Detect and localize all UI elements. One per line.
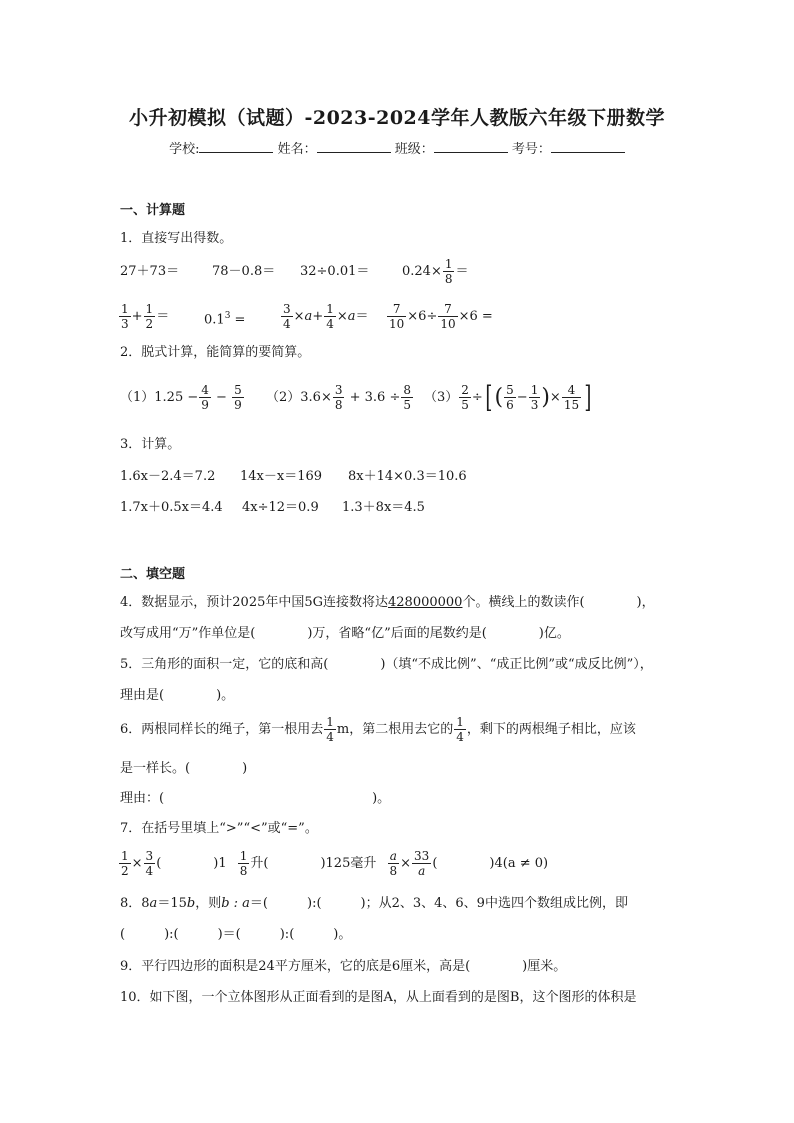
math-text: 1 [326,715,334,729]
math-text: b : a [221,896,250,911]
math-text: （1）1.25 − [120,390,199,405]
math-text: （2）3.6× [266,390,332,405]
math-text: 15 [563,398,580,412]
q7-stem: 7．在括号里填上“>”“<”或“=”。 [120,821,318,836]
fraction [388,849,400,878]
class-label: 班级： [394,142,434,157]
math-text: 6．两根同样长的绳子，第一根用去 [120,722,324,737]
math-text: 10 [389,317,405,331]
fraction [387,302,406,331]
math-text: 9 [201,398,209,412]
page-title: 小升初模拟（试题）-2023-2024学年人教版六年级下册数学 [128,107,666,129]
math-text: 33 [414,849,430,863]
math-text: 7 [392,302,401,316]
q4-line-2: 改写成用“万”作单位是( )万，省略“亿”后面的尾数约是( )亿。 [120,626,570,641]
q7-items: $\frac{1}{2}$ × $\frac{3}{4}$ ( )1 $\frac{1}{8}$ 升( )125毫升 $\frac{a}{8}$ × $\frac{33}{a}$ ( )4(a ≠ 0) [121,849,549,878]
q3-item-a: 1.6x－2.4＝7.2 [120,469,216,484]
q10-line: 10．如下图，一个立体图形从正面看到的是图A，从上面看到的是图B，这个图形的体积是 [120,990,637,1005]
name-label: 姓名： [277,142,317,157]
math-text: 8 [334,398,343,412]
math-text: 3 [224,311,231,321]
fraction [144,849,156,878]
q2-part-2 [266,382,414,414]
math-text: 6 [506,398,514,412]
fraction [443,257,455,286]
q1-item-h [386,301,493,333]
section-heading-fill-blank: 二、填空题 [120,567,186,582]
math-text: 4 [283,317,291,331]
math-text: m [336,722,350,737]
math-text: 1 [530,383,539,397]
q1-item-g: $\frac{3}{4}$ ×a+ $\frac{1}{4}$ ×a＝ [283,302,369,331]
math-text: 个。横线上的数读作( )， [462,595,655,610]
math-text: ( )1 [156,856,227,871]
fraction [459,383,471,412]
fraction [238,849,250,878]
fraction [504,383,516,412]
math-text: 1 [239,849,248,863]
class-blank[interactable] [434,139,508,153]
math-text: + [131,309,143,324]
math-text: 3 [145,849,154,863]
math-text: + 3.6 ÷ [345,390,401,405]
fraction [119,302,131,331]
math-text: 2 [121,864,129,878]
math-text: 8 [444,272,453,286]
math-text: ×6÷ [407,309,438,324]
q1-item-c: 32÷0.01＝ [300,264,370,279]
q3-item-f: 1.3＋8x＝4.5 [342,500,425,515]
q6-line-3: 理由：( )。 [120,791,391,806]
q1-d-prefix: 0.24× [402,264,442,279]
math-text: （3） [424,390,459,405]
math-text: 4．数据显示，预计2025年中国5G连接数将达 [120,595,389,610]
fraction [333,383,345,412]
math-text: ，剩下的两根绳子相比，应该 [466,722,636,737]
fraction [232,383,244,412]
school-blank[interactable] [199,139,273,153]
number-label: 考号： [511,142,551,157]
q2-part-1: （1）1.25 − $\frac{4}{9}$ − $\frac{5}{9}$ [120,383,242,412]
math-text: 4 [567,383,576,397]
math-text: a [347,309,356,324]
name-blank[interactable] [317,139,391,153]
math-text: 4 [456,730,464,744]
math-text: ＝ [355,309,369,324]
q2-part-3: （3） $\frac{2}{5}$ ÷[ ( $\frac{5}{6}$ − $\frac{1}{3}$ )× $\frac{4}{15}$ ] [424,379,592,415]
q6-line-1 [120,714,636,746]
section-heading-calculation: 一、计算题 [120,203,186,218]
q8-line-2: ( ):( )＝( ):( )。 [120,927,352,942]
math-text: ＝15 [157,896,187,911]
q8-line-1 [120,895,628,913]
math-text: 9 [234,398,242,412]
q3-item-c: 8x＋14×0.3＝10.6 [348,469,467,484]
math-text: 4 [201,383,209,397]
math-text: ，第二根用去它的 [349,722,454,737]
q3-item-b: 14x－x＝169 [240,469,323,484]
math-text: 2 [461,383,469,397]
q5-line-2: 理由是( )。 [120,688,235,703]
math-text: ＝ [156,309,170,324]
fraction [454,715,466,744]
math-text: 5 [506,383,514,397]
fraction [412,849,431,878]
fraction [529,383,541,412]
fraction [562,383,581,412]
q1-item-a: 27＋73＝ [120,264,180,279]
q1-item-b: 78－0.8＝ [212,264,276,279]
q3-stem: 3．计算。 [120,437,181,452]
math-text: 8 [239,864,248,878]
math-text: b [186,896,196,911]
math-text: 8．8 [120,896,150,911]
math-text: 1 [444,257,453,271]
q4-underlined-number: 428000000 [388,595,463,610]
q3-item-d: 1.7x＋0.5x＝4.4 [120,500,223,515]
math-text: 8 [403,383,411,397]
math-text: 升( )125毫升 [250,856,377,871]
q6-line-2: 是一样长。( ) [120,761,248,776]
math-text: ，则 [195,896,222,911]
fraction [199,383,211,412]
math-text: a [389,849,397,863]
math-text: 0.1 [204,312,225,328]
math-text: a [412,863,431,878]
q2-stem: 2．脱式计算，能简算的要简算。 [120,345,311,360]
math-text: ＝( ):( )；从2、3、4、6、9中选四个数组成比例，即 [249,896,628,911]
q1-item-d [402,257,469,287]
math-text: 1 [456,715,464,729]
fraction [324,715,336,744]
student-info-line [0,139,794,159]
math-text: (a ≠ 0) [502,856,549,871]
q9-line: 9．平行四边形的面积是24平方厘米，它的底是6厘米，高是( )厘米。 [120,959,567,974]
fraction [281,302,293,331]
q1-item-e [118,301,169,333]
number-blank[interactable] [551,139,625,153]
fraction [324,302,336,331]
math-text: 4 [145,864,154,878]
q4-line-1 [120,594,655,612]
math-text: 5 [234,383,242,397]
math-text: 5 [461,398,469,412]
math-text: 3 [283,302,291,316]
q1-d-eq: ＝ [455,264,469,279]
q3-item-e: 4x÷12＝0.9 [242,500,319,515]
math-text: 1 [326,302,334,316]
fraction [144,302,156,331]
fraction [401,383,413,412]
math-text: a [304,309,313,324]
math-text: 4 [326,730,334,744]
q1-stem: 1．直接写出得数。 [120,231,233,246]
math-text: 5 [403,398,411,412]
q1-item-f [204,307,245,329]
math-text: 3 [121,317,129,331]
math-text: ( )4 [432,856,503,871]
math-text: a [149,896,158,911]
math-text: 8 [389,864,398,878]
school-label: 学校: [169,142,200,157]
fraction [119,849,131,878]
math-text: 1 [121,849,129,863]
math-text: 7 [444,302,452,316]
math-text: 10 [440,317,456,331]
q5-line-1: 5．三角形的面积一定，它的底和高( )（填“不成比例”、“成正比例”或“成反比例”）， [120,657,653,672]
math-text: = [230,312,246,328]
math-text: 3 [530,398,539,412]
math-text: 2 [145,317,154,331]
math-text: 1 [121,302,129,316]
math-text: 4 [326,317,334,331]
math-text: ×6 = [458,309,493,324]
math-text: 1 [145,302,154,316]
math-text: 3 [334,383,343,397]
fraction [438,302,457,331]
